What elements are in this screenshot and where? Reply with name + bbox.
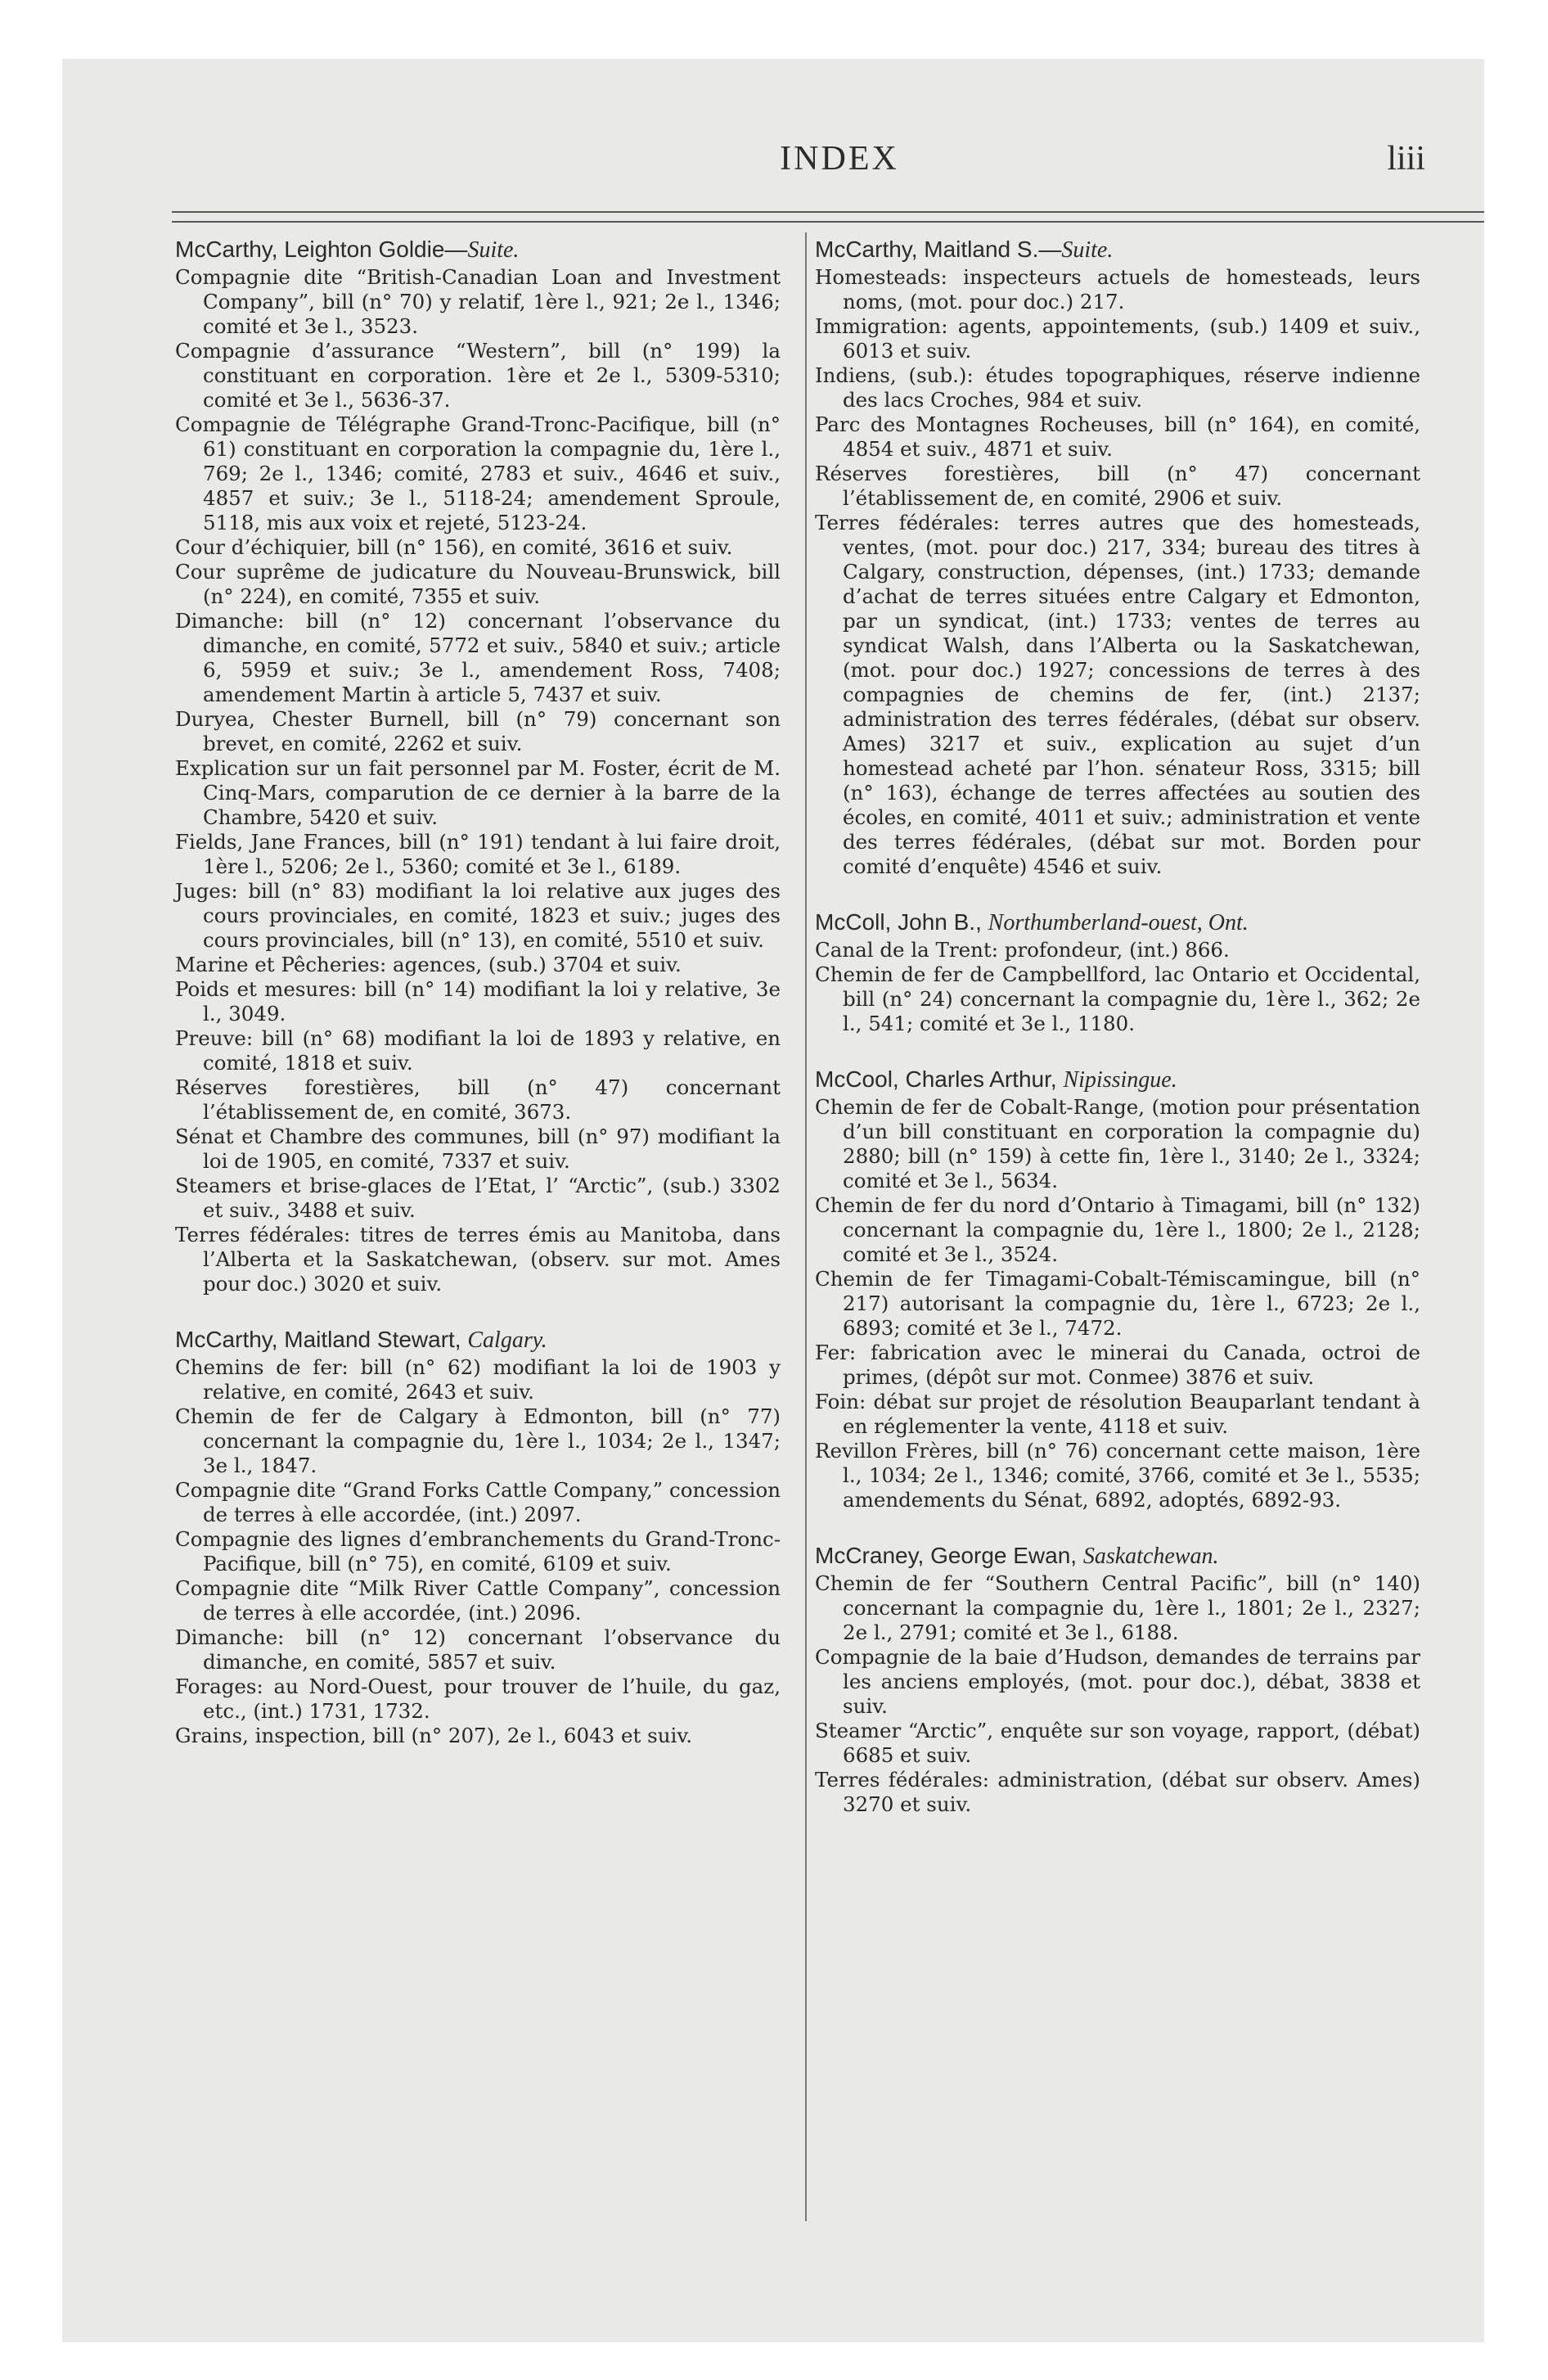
- subentry: Juges: bill (n° 83) modifiant la loi relative aux juges des cours provinciales, en comité, 1823 et suiv.; juges des cours provinciales, bill (n° 13), en comité, 5510 et suiv.: [175, 879, 781, 952]
- entry-heading: [175, 1326, 781, 1354]
- subentry: Terres fédérales: terres autres que des homesteads, ventes, (mot. pour doc.) 217, 334; bureau des titres à Calgary, construction, dépenses, (int.) 1733; demande d’achat de terres situées entre Calgary et Edmonton, par un syndicat, (int.) 1733; ventes de terres au syndicat Walsh, dans l’Alberta ou la Saskatchewan, (mot. pour doc.) 1927; concessions de terres à des compagnies de chemins de fer, (int.) 2137; administration des terres fédérales, (débat sur observ. Ames) 3217 et suiv., explication au sujet d’un homestead acheté par l’hon. sénateur Ross, 3315; bill (n° 163), échange de terres affectées au soutien des écoles, en comité, 4011 et suiv.; administration et vente des terres fédérales, (débat sur mot. Borden pour comité d’enquête) 4546 et suiv.: [815, 511, 1420, 878]
- header-rule-top: [172, 211, 1484, 213]
- subentry: Compagnie d’assurance “Western”, bill (n° 199) la constituant en corporation. 1ère et 2e l., 5309-5310; comité et 3e l., 5636-37.: [175, 339, 781, 412]
- index-entry: [175, 1326, 781, 1748]
- entry-heading: [815, 1066, 1420, 1093]
- subentry: Chemin de fer du nord d’Ontario à Timagami, bill (n° 132) concernant la compagnie du, 1ère l., 1800; 2e l., 2128; comité et 3e l., 3524.: [815, 1193, 1420, 1266]
- header-rule-bottom: [172, 221, 1484, 223]
- subentry: Canal de la Trent: profondeur, (int.) 866.: [815, 938, 1230, 962]
- constituency: Nipissingue.: [1063, 1067, 1177, 1093]
- page-header: [62, 139, 1484, 188]
- constituency: Saskatchewan.: [1082, 1544, 1219, 1569]
- constituency: Calgary.: [467, 1327, 547, 1353]
- subentry: Forages: au Nord-Ouest, pour trouver de l’huile, du gaz, etc., (int.) 1731, 1732.: [175, 1675, 781, 1723]
- index-entry: [815, 1066, 1420, 1512]
- subentry: Steamers et brise-glaces de l’Etat, l’ “Arctic”, (sub.) 3302 et suiv., 3488 et suiv.: [175, 1174, 781, 1222]
- subentry: Fields, Jane Frances, bill (n° 191) tendant à lui faire droit, 1ère l., 5206; 2e l., 5360; comité et 3e l., 6189.: [175, 830, 781, 878]
- page-number: liii: [1387, 140, 1425, 178]
- subentry: Revillon Frères, bill (n° 76) concernant cette maison, 1ère l., 1034; 2e l., 1346; comité, 3766, comité et 3e l., 5535; amendements du Sénat, 6892, adoptés, 6892-93.: [815, 1439, 1420, 1512]
- entry-heading: [815, 1542, 1420, 1570]
- subentry: Compagnie des lignes d’embranchements du Grand-Tronc-Pacifique, bill (n° 75), en comité, 6109 et suiv.: [175, 1527, 781, 1575]
- right-column: [815, 236, 1420, 1833]
- subentry: Poids et mesures: bill (n° 14) modifiant la loi y relative, 3e l., 3049.: [175, 977, 781, 1025]
- subentry: Compagnie dite “Milk River Cattle Company”, concession de terres à elle accordée, (int.) 2096.: [175, 1576, 781, 1625]
- subentry: Indiens, (sub.): études topographiques, réserve indienne des lacs Croches, 984 et suiv.: [815, 363, 1420, 412]
- left-column: [175, 236, 781, 1765]
- subentry: Foin: débat sur projet de résolution Beauparlant tendant à en réglementer la vente, 4118 et suiv.: [815, 1390, 1420, 1438]
- index-entry: [815, 908, 1420, 1036]
- member-name: McCarthy, Maitland Stewart,: [175, 1327, 468, 1352]
- member-name: McCool, Charles Arthur,: [815, 1066, 1064, 1092]
- subentry: Chemin de fer de Cobalt-Range, (motion pour présentation d’un bill constituant en corporation la compagnie du) 2880; bill (n° 159) à cette fin, 1ère l., 3140; 2e l., 3324; comité et 3e l., 5634.: [815, 1095, 1420, 1192]
- subentry: Terres fédérales: administration, (débat sur observ. Ames) 3270 et suiv.: [815, 1768, 1420, 1816]
- subentry: Chemin de fer “Southern Central Pacific”, bill (n° 140) concernant la compagnie du, 1ère l., 1801; 2e l., 2327; 2e l., 2791; comité et 3e l., 6188.: [815, 1571, 1420, 1644]
- subentry: Marine et Pêcheries: agences, (sub.) 3704 et suiv.: [175, 953, 682, 976]
- subentry: Grains, inspection, bill (n° 207), 2e l., 6043 et suiv.: [175, 1724, 693, 1747]
- subentry: Chemins de fer: bill (n° 62) modifiant la loi de 1903 y relative, en comité, 2643 et suiv.: [175, 1355, 781, 1404]
- subentry: Duryea, Chester Burnell, bill (n° 79) concernant son brevet, en comité, 2262 et suiv.: [175, 707, 781, 755]
- page-title: INDEX: [780, 140, 899, 178]
- constituency: Suite.: [1061, 237, 1114, 263]
- subentry: Compagnie de la baie d’Hudson, demandes de terrains par les anciens employés, (mot. pour doc.), débat, 3838 et suiv.: [815, 1645, 1420, 1718]
- entry-heading: [815, 236, 1420, 264]
- member-name: McColl, John B.,: [815, 909, 988, 935]
- subentry: Dimanche: bill (n° 12) concernant l’observance du dimanche, en comité, 5857 et suiv.: [175, 1625, 781, 1674]
- subentry: Réserves forestières, bill (n° 47) concernant l’établissement de, en comité, 3673.: [175, 1075, 781, 1124]
- index-entry: [175, 236, 781, 1296]
- subentry: Dimanche: bill (n° 12) concernant l’observance du dimanche, en comité, 5772 et suiv., 5840 et suiv.; article 6, 5959 et suiv.; 3e l., amendement Ross, 7408; amendement Martin à article 5, 7437 et suiv.: [175, 609, 781, 706]
- entry-heading: [175, 236, 781, 264]
- subentry: Preuve: bill (n° 68) modifiant la loi de 1893 y relative, en comité, 1818 et suiv.: [175, 1026, 781, 1075]
- subentry: Immigration: agents, appointements, (sub.) 1409 et suiv., 6013 et suiv.: [815, 314, 1420, 363]
- subentry: Compagnie dite “Grand Forks Cattle Company,” concession de terres à elle accordée, (int.) 2097.: [175, 1478, 781, 1526]
- subentry: Chemin de fer de Calgary à Edmonton, bill (n° 77) concernant la compagnie du, 1ère l., 1034; 2e l., 1347; 3e l., 1847.: [175, 1404, 781, 1477]
- subentry: Compagnie de Télégraphe Grand-Tronc-Pacifique, bill (n° 61) constituant en corporation la compagnie du, 1ère l., 769; 2e l., 1346; comité, 2783 et suiv., 4646 et suiv., 4857 et suiv.; 3e l., 5118-24; amendement Sproule, 5118, mis aux voix et rejeté, 5123-24.: [175, 412, 781, 534]
- index-entry: [815, 236, 1420, 879]
- index-entry: [815, 1542, 1420, 1817]
- subentry: Terres fédérales: titres de terres émis au Manitoba, dans l’Alberta et la Saskatchewan, (observ. sur mot. Ames pour doc.) 3020 et suiv.: [175, 1223, 781, 1296]
- member-name: McCarthy, Leighton Goldie—: [175, 237, 468, 262]
- subentry: Compagnie dite “British-Canadian Loan and Investment Company”, bill (n° 70) y relatif, 1ère l., 921; 2e l., 1346; comité et 3e l., 3523.: [175, 265, 781, 338]
- subentry: Homesteads: inspecteurs actuels de homesteads, leurs noms, (mot. pour doc.) 217.: [815, 265, 1420, 313]
- index-page: [62, 59, 1484, 2342]
- column-divider: [805, 232, 807, 2221]
- member-name: McCraney, George Ewan,: [815, 1543, 1083, 1568]
- subentry: Fer: fabrication avec le minerai du Canada, octroi de primes, (dépôt sur mot. Conmee) 3876 et suiv.: [815, 1341, 1420, 1389]
- entry-heading: [815, 908, 1420, 936]
- subentry: Explication sur un fait personnel par M. Foster, écrit de M. Cinq-Mars, comparution de ce dernier à la barre de la Chambre, 5420 et suiv.: [175, 756, 781, 829]
- subentry: Cour suprême de judicature du Nouveau-Brunswick, bill (n° 224), en comité, 7355 et suiv.: [175, 560, 781, 608]
- constituency: Northumberland-ouest, Ont.: [988, 910, 1249, 935]
- subentry: Chemin de fer de Campbellford, lac Ontario et Occidental, bill (n° 24) concernant la compagnie du, 1ère l., 362; 2e l., 541; comité et 3e l., 1180.: [815, 962, 1420, 1035]
- constituency: Suite.: [467, 237, 520, 263]
- subentry: Réserves forestières, bill (n° 47) concernant l’établissement de, en comité, 2906 et suiv.: [815, 462, 1420, 510]
- subentry: Cour d’échiquier, bill (n° 156), en comité, 3616 et suiv.: [175, 535, 733, 559]
- subentry: Sénat et Chambre des communes, bill (n° 97) modifiant la loi de 1905, en comité, 7337 et suiv.: [175, 1125, 781, 1173]
- subentry: Chemin de fer Timagami-Cobalt-Témiscamingue, bill (n° 217) autorisant la compagnie du, 1ère l., 6723; 2e l., 6893; comité et 3e l., 7472.: [815, 1267, 1420, 1340]
- subentry: Steamer “Arctic”, enquête sur son voyage, rapport, (débat) 6685 et suiv.: [815, 1719, 1420, 1767]
- subentry: Parc des Montagnes Rocheuses, bill (n° 164), en comité, 4854 et suiv., 4871 et suiv.: [815, 412, 1420, 461]
- member-name: McCarthy, Maitland S.—: [815, 237, 1062, 262]
